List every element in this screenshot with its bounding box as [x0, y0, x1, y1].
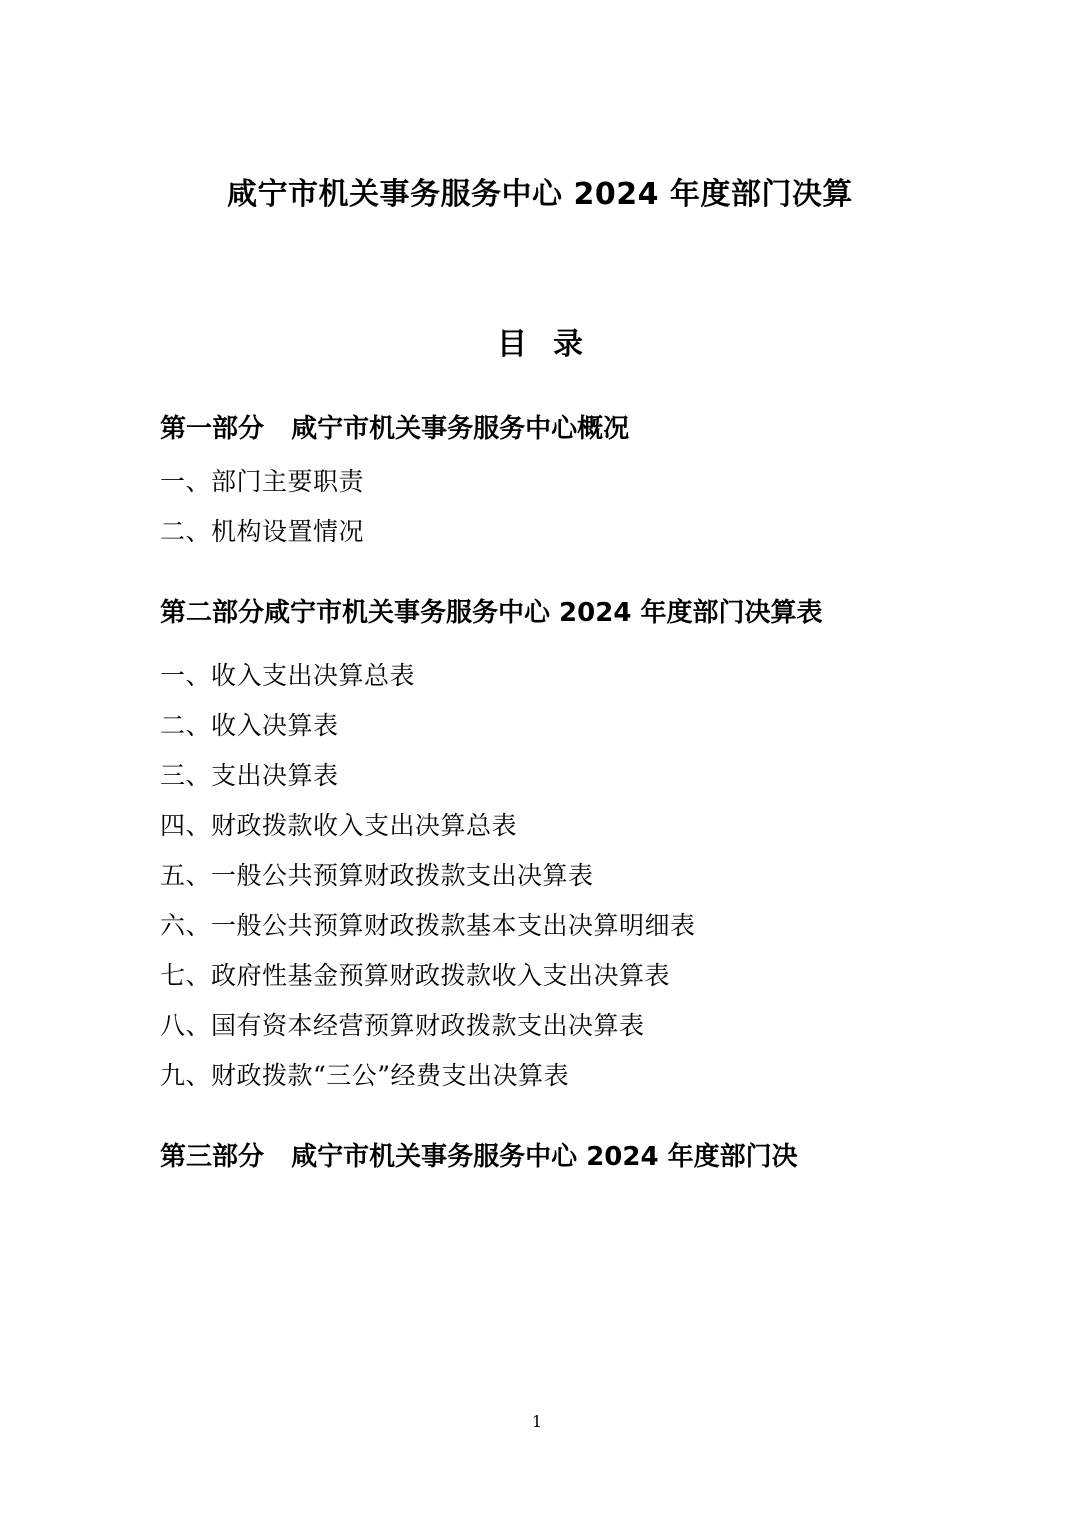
- toc-item[interactable]: 二、机构设置情况: [160, 517, 365, 546]
- toc-item[interactable]: 二、收入决算表: [160, 711, 339, 740]
- toc-item[interactable]: 五、一般公共预算财政拨款支出决算表: [160, 861, 594, 890]
- toc-item[interactable]: 六、一般公共预算财政拨款基本支出决算明细表: [160, 911, 696, 940]
- section-heading-part-three: 第三部分 咸宁市机关事务服务中心 2024 年度部门决: [160, 1142, 798, 1172]
- toc-item[interactable]: 九、财政拨款“三公”经费支出决算表: [160, 1061, 570, 1090]
- toc-item[interactable]: 七、政府性基金预算财政拨款收入支出决算表: [160, 961, 671, 990]
- toc-item[interactable]: 四、财政拨款收入支出决算总表: [160, 811, 518, 840]
- toc-item[interactable]: 三、支出决算表: [160, 761, 339, 790]
- toc-item[interactable]: 一、部门主要职责: [160, 467, 365, 496]
- table-of-contents-heading: 目录: [497, 327, 609, 362]
- toc-item[interactable]: 一、收入支出决算总表: [160, 661, 416, 690]
- section-heading-part-two: 第二部分咸宁市机关事务服务中心 2024 年度部门决算表: [160, 598, 823, 628]
- section-heading-part-one: 第一部分 咸宁市机关事务服务中心概况: [160, 414, 630, 444]
- page-number: 1: [531, 1412, 543, 1431]
- page-content: [160, 0, 920, 1177]
- page-title: 咸宁市机关事务服务中心 2024 年度部门决算: [227, 177, 853, 212]
- toc-item[interactable]: 八、国有资本经营预算财政拨款支出决算表: [160, 1011, 645, 1040]
